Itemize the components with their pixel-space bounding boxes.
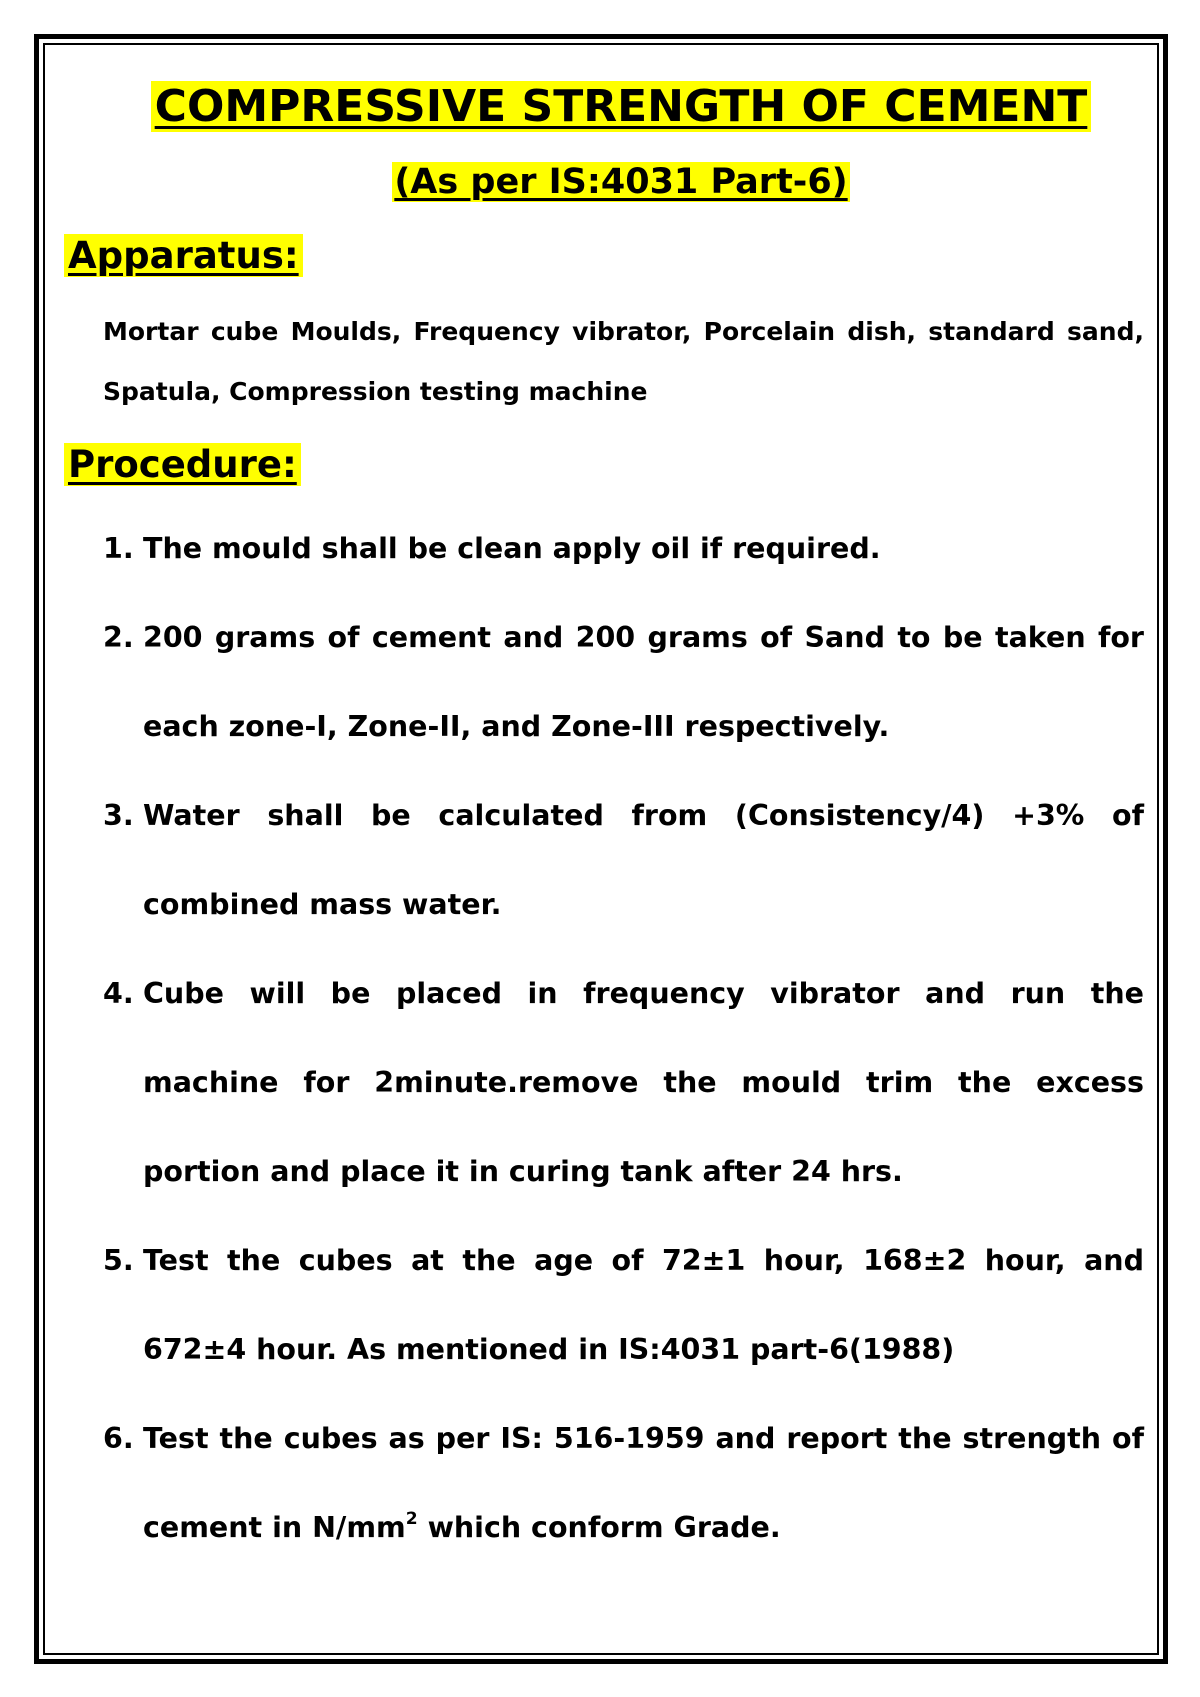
unit-superscript: 2 <box>405 1509 418 1530</box>
procedure-step-2 <box>103 593 1144 771</box>
step-text: Cube will be placed in frequency vibrator and run the machine for 2minute.remove the mould trim the excess portion and place it in curing tank after 24 hrs. <box>143 977 1144 1188</box>
step-text: Water shall be calculated from (Consistency/4) +3% of combined mass water. <box>143 799 1144 921</box>
step-number: 1. <box>103 532 134 565</box>
procedure-step-4 <box>103 949 1144 1216</box>
document-title: COMPRESSIVE STRENGTH OF CEMENT <box>151 81 1092 132</box>
procedure-step-1 <box>103 504 1144 593</box>
step-number: 2. <box>103 621 134 654</box>
procedure-heading: Procedure: <box>64 443 301 486</box>
procedure-steps <box>103 504 1144 1572</box>
step-number: 4. <box>103 977 134 1010</box>
apparatus-list: Mortar cube Moulds, Frequency vibrator, Porcelain dish, standard sand, Spatula, Compression testing machine <box>103 317 1144 406</box>
step-text: 200 grams of cement and 200 grams of Sand to be taken for each zone-I, Zone-II, and Zone-III respectively. <box>143 621 1144 743</box>
step-text: The mould shall be clean apply oil if required. <box>143 532 881 565</box>
apparatus-heading-block <box>64 225 303 287</box>
step-number: 3. <box>103 799 134 832</box>
document-subtitle: (As per IS:4031 Part-6) <box>394 162 848 202</box>
step-number: 6. <box>103 1422 134 1455</box>
procedure-step-5 <box>103 1216 1144 1394</box>
procedure-step-6 <box>103 1394 1144 1572</box>
step-number: 5. <box>103 1244 134 1277</box>
step-text-end: which conform Grade. <box>417 1511 781 1544</box>
step-text: Test the cubes at the age of 72±1 hour, 168±2 hour, and 672±4 hour. As mentioned in IS:4031 part-6(1988) <box>143 1244 1144 1366</box>
apparatus-heading: Apparatus: <box>64 234 303 277</box>
step-text <box>143 1394 1144 1572</box>
step-text-main: Test the cubes as per IS: 516-1959 and report the strength of cement in N/mm <box>143 1422 1144 1544</box>
procedure-step-3 <box>103 771 1144 949</box>
procedure-heading-block <box>64 434 301 496</box>
document-subtitle-block <box>96 150 1146 214</box>
document-title-block <box>96 72 1146 142</box>
